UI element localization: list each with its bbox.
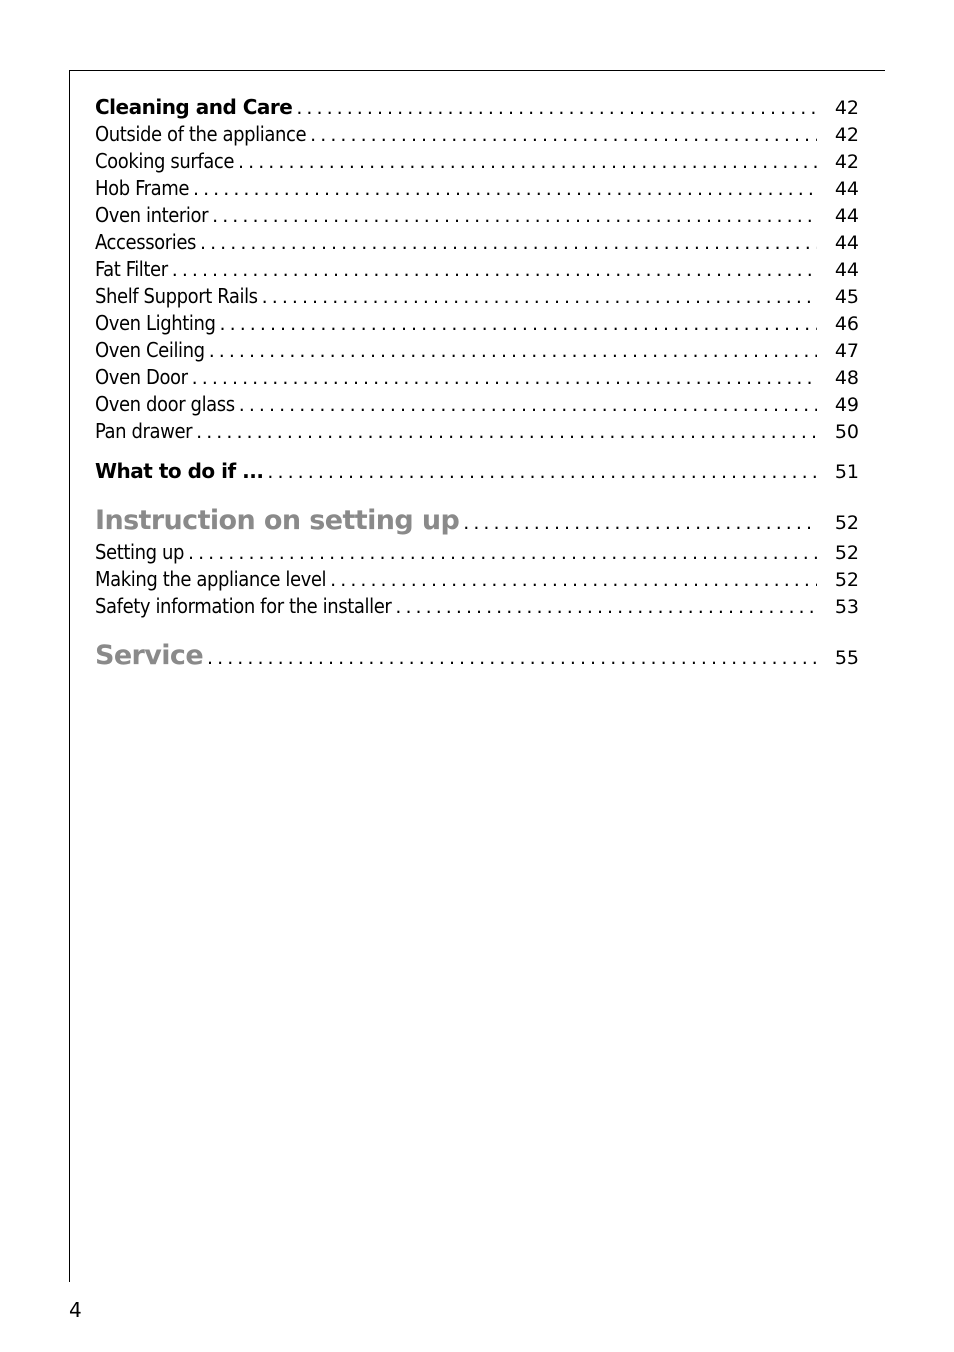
toc-entry-label: Hob Frame [95, 176, 193, 200]
dot-leader [262, 286, 817, 308]
toc-entry-label: Cooking surface [95, 149, 238, 173]
toc-entry-cooking-surface[interactable] [95, 149, 859, 173]
toc-entry-page: 52 [834, 569, 859, 591]
toc-entry-oven-lighting[interactable] [95, 311, 859, 335]
dot-leader [207, 647, 817, 669]
toc-entry-page: 44 [834, 178, 859, 200]
top-rule [69, 70, 885, 71]
toc-entry-oven-interior[interactable] [95, 203, 859, 227]
left-rule [69, 70, 70, 1282]
toc-entry-label: Service [95, 640, 207, 671]
toc-entry-what-to-do-if[interactable] [95, 459, 859, 483]
toc-entry-page: 42 [834, 124, 859, 146]
toc-entry-safety-information-for-the-installer[interactable] [95, 594, 859, 618]
dot-leader [209, 340, 817, 362]
dot-leader [239, 394, 817, 416]
dot-leader [172, 259, 817, 281]
toc-entry-label: Accessories [95, 230, 200, 254]
toc-entry-hob-frame[interactable] [95, 176, 859, 200]
toc-entry-service[interactable] [95, 640, 859, 671]
toc-entry-label: Instruction on setting up [95, 505, 463, 536]
page-number: 4 [69, 1298, 82, 1322]
toc-entry-oven-door[interactable] [95, 365, 859, 389]
toc-entry-page: 45 [834, 286, 859, 308]
toc-entry-page: 44 [834, 205, 859, 227]
toc-entry-oven-ceiling[interactable] [95, 338, 859, 362]
toc-entry-page: 47 [834, 340, 859, 362]
toc-entry-page: 44 [834, 232, 859, 254]
toc-entry-label: Oven Lighting [95, 311, 220, 335]
toc-entry-shelf-support-rails[interactable] [95, 284, 859, 308]
toc-entry-fat-filter[interactable] [95, 257, 859, 281]
toc-entry-label: Oven door glass [95, 392, 239, 416]
toc-entry-label: Oven interior [95, 203, 212, 227]
toc-entry-label: What to do if ... [95, 459, 267, 483]
toc-entry-oven-door-glass[interactable] [95, 392, 859, 416]
toc-entry-page: 48 [834, 367, 859, 389]
dot-leader [395, 596, 817, 618]
toc-entry-outside-of-the-appliance[interactable] [95, 122, 859, 146]
toc-entry-page: 55 [834, 647, 859, 669]
toc-entry-page: 46 [834, 313, 859, 335]
dot-leader [188, 542, 817, 564]
toc-entry-page: 42 [834, 97, 859, 119]
toc-entry-label: Setting up [95, 540, 188, 564]
toc-entry-label: Oven Door [95, 365, 192, 389]
toc-entry-page: 44 [834, 259, 859, 281]
toc-entry-page: 53 [834, 596, 859, 618]
dot-leader [193, 178, 817, 200]
toc-entry-cleaning-and-care[interactable] [95, 95, 859, 119]
toc-entry-setting-up[interactable] [95, 540, 859, 564]
toc-entry-pan-drawer[interactable] [95, 419, 859, 443]
toc-entry-page: 50 [834, 421, 859, 443]
dot-leader [296, 97, 817, 119]
toc-entry-page: 52 [834, 542, 859, 564]
dot-leader [330, 569, 817, 591]
toc-entry-label: Fat Filter [95, 257, 172, 281]
toc-entry-label: Making the appliance level [95, 567, 330, 591]
dot-leader [267, 461, 817, 483]
dot-leader [212, 205, 817, 227]
toc-entry-page: 52 [834, 512, 859, 534]
toc-entry-label: Cleaning and Care [95, 95, 296, 119]
dot-leader [196, 421, 817, 443]
dot-leader [200, 232, 817, 254]
toc-entry-page: 49 [834, 394, 859, 416]
toc-entry-instruction-on-setting-up[interactable] [95, 505, 859, 536]
toc-entry-label: Safety information for the installer [95, 594, 395, 618]
dot-leader [220, 313, 817, 335]
toc-entry-label: Shelf Support Rails [95, 284, 262, 308]
dot-leader [192, 367, 817, 389]
toc-entry-label: Pan drawer [95, 419, 196, 443]
dot-leader [238, 151, 817, 173]
dot-leader [463, 512, 817, 534]
toc-entry-label: Oven Ceiling [95, 338, 209, 362]
toc-entry-accessories[interactable] [95, 230, 859, 254]
dot-leader [310, 124, 817, 146]
toc-entry-label: Outside of the appliance [95, 122, 310, 146]
toc-entry-page: 42 [834, 151, 859, 173]
toc-entry-making-the-appliance-level[interactable] [95, 567, 859, 591]
toc-entry-page: 51 [834, 461, 859, 483]
